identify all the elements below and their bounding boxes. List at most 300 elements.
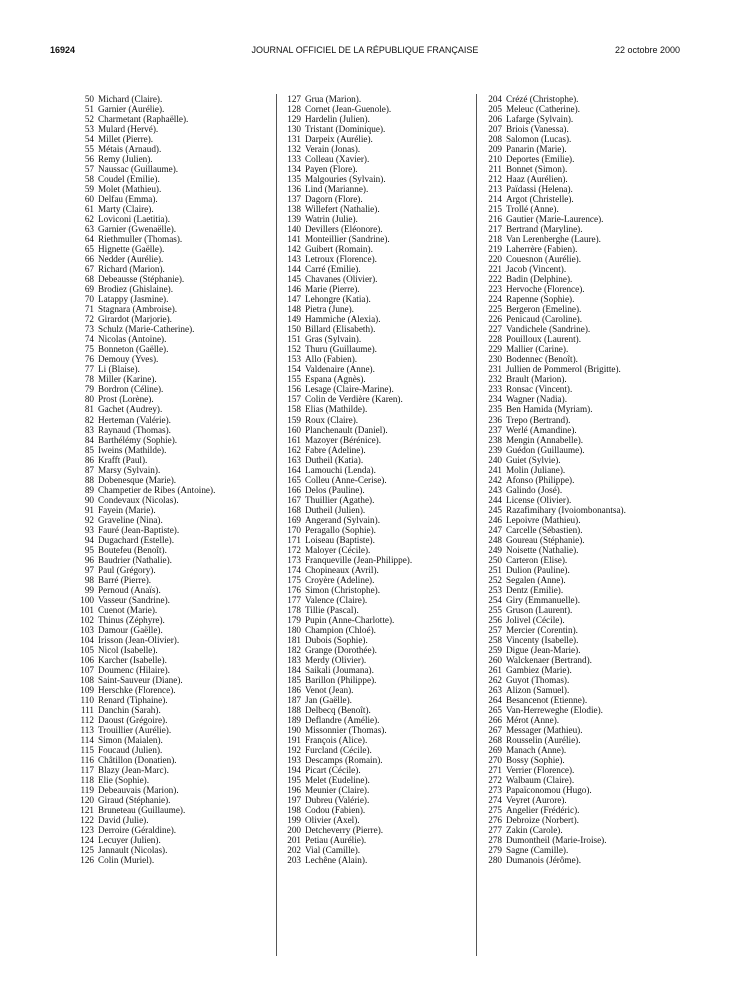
- list-item: [486, 735, 676, 745]
- entry-name: Delbecq (Benoît).: [305, 704, 371, 715]
- entry-name: Croyère (Adeline).: [305, 574, 375, 585]
- entry-name: Papaïconomou (Hugo).: [506, 785, 592, 796]
- list-item: [486, 795, 676, 805]
- list-item: [285, 635, 475, 645]
- entry-name: Carteron (Elise).: [506, 554, 568, 565]
- list-item: [486, 104, 676, 114]
- entry-number: 136: [287, 184, 301, 195]
- entry-name: Deflandre (Amélie).: [305, 714, 380, 725]
- entry-name: Carcelle (Sébastien).: [506, 524, 583, 535]
- entry-name: Latappy (Jasmine).: [98, 294, 169, 305]
- list-item: [486, 94, 676, 104]
- entry-number: 206: [488, 114, 502, 125]
- entry-number: 115: [80, 745, 94, 756]
- entry-number: 257: [488, 624, 502, 635]
- entry-number: 151: [287, 334, 301, 345]
- entry-name: Simon (Christophe).: [305, 584, 381, 595]
- list-item: [78, 435, 268, 445]
- entry-name: Bordron (Céline).: [98, 384, 164, 395]
- list-item: [285, 585, 475, 595]
- entry-number: 98: [84, 574, 94, 585]
- entry-number: 99: [84, 584, 94, 595]
- entry-number: 279: [488, 845, 502, 856]
- entry-name: Miller (Karine).: [98, 374, 157, 385]
- list-item: [285, 545, 475, 555]
- list-item: [285, 184, 475, 194]
- entry-number: 174: [287, 564, 301, 575]
- entry-number: 189: [287, 714, 301, 725]
- entry-name: Bertrand (Maryline).: [506, 224, 583, 235]
- entry-name: Damour (Gaëlle).: [98, 624, 163, 635]
- list-item: [285, 114, 475, 124]
- entry-number: 252: [488, 574, 502, 585]
- entry-number: 154: [287, 364, 301, 375]
- entry-number: 179: [287, 614, 301, 625]
- list-item: [78, 314, 268, 324]
- entry-number: 94: [84, 534, 94, 545]
- list-item: [486, 505, 676, 515]
- list-item: [78, 124, 268, 134]
- list-item: [78, 445, 268, 455]
- entry-number: 178: [287, 604, 301, 615]
- entry-number: 237: [488, 424, 502, 435]
- list-item: [486, 224, 676, 234]
- entry-name: Delfau (Emma).: [98, 194, 158, 205]
- entry-number: 124: [80, 835, 94, 846]
- page-number: 16924: [50, 45, 76, 55]
- list-item: [285, 575, 475, 585]
- entry-name: Mengin (Annabelle).: [506, 434, 584, 445]
- entry-number: 162: [287, 444, 301, 455]
- entry-name: Naussac (Guillaume).: [98, 164, 179, 175]
- entry-name: Châtillon (Donatien).: [98, 755, 177, 766]
- list-item: [285, 645, 475, 655]
- entry-name: Grange (Dorothée).: [305, 644, 377, 655]
- entry-name: Doumenc (Hilaire).: [98, 664, 170, 675]
- entry-number: 246: [488, 514, 502, 525]
- entry-number: 79: [84, 384, 94, 395]
- entry-number: 101: [80, 604, 94, 615]
- list-item: [78, 174, 268, 184]
- list-item: [285, 695, 475, 705]
- entry-name: Digue (Jean-Marie).: [506, 644, 581, 655]
- list-item: [486, 785, 676, 795]
- list-item: [78, 334, 268, 344]
- entry-number: 265: [488, 704, 502, 715]
- entry-name: Ronsac (Vincent).: [506, 384, 573, 395]
- entry-number: 241: [488, 464, 502, 475]
- list-item: [78, 495, 268, 505]
- entry-name: Dulion (Pauline).: [506, 564, 570, 575]
- entry-name: Stagnara (Ambroise).: [98, 304, 178, 315]
- entry-name: Charmetant (Raphaëlle).: [98, 114, 189, 125]
- entry-name: Espana (Agnès).: [305, 374, 366, 385]
- entry-name: Loviconi (Laetitia).: [98, 214, 170, 225]
- list-item: [486, 495, 676, 505]
- entry-number: 219: [488, 244, 502, 255]
- entry-name: Herteman (Valérie).: [98, 414, 171, 425]
- entry-number: 102: [80, 614, 94, 625]
- list-item: [78, 565, 268, 575]
- entry-name: Thuillier (Agathe).: [305, 494, 375, 505]
- name-list-column-3: [486, 94, 676, 865]
- list-item: [486, 184, 676, 194]
- entry-name: Deportes (Emilie).: [506, 154, 575, 165]
- entry-number: 135: [287, 174, 301, 185]
- entry-number: 263: [488, 684, 502, 695]
- list-item: [486, 394, 676, 404]
- entry-number: 253: [488, 584, 502, 595]
- list-item: [78, 234, 268, 244]
- list-item: [78, 725, 268, 735]
- list-item: [486, 675, 676, 685]
- entry-name: Foucaud (Julien).: [98, 745, 163, 756]
- list-item: [285, 224, 475, 234]
- entry-number: 70: [84, 294, 94, 305]
- list-item: [285, 425, 475, 435]
- entry-name: Loiseau (Baptiste).: [305, 534, 375, 545]
- entry-name: Fabre (Adeline).: [305, 444, 366, 455]
- entry-number: 230: [488, 354, 502, 365]
- entry-number: 208: [488, 134, 502, 145]
- entry-name: Alizon (Samuel).: [506, 684, 570, 695]
- list-item: [78, 505, 268, 515]
- list-item: [285, 625, 475, 635]
- entry-name: Malgouries (Sylvain).: [305, 174, 386, 185]
- list-item: [486, 805, 676, 815]
- entry-number: 222: [488, 274, 502, 285]
- entry-number: 271: [488, 765, 502, 776]
- entry-name: Renard (Tiphaine).: [98, 694, 168, 705]
- entry-name: Gruson (Laurent).: [506, 604, 573, 615]
- list-item: [78, 685, 268, 695]
- entry-name: Fayein (Marie).: [98, 504, 156, 515]
- entry-number: 123: [80, 825, 94, 836]
- list-item: [486, 685, 676, 695]
- entry-number: 119: [80, 785, 94, 796]
- entry-number: 280: [488, 855, 502, 866]
- entry-number: 97: [84, 564, 94, 575]
- entry-number: 157: [287, 394, 301, 405]
- list-item: [486, 855, 676, 865]
- list-item: [78, 515, 268, 525]
- entry-name: Barré (Pierre).: [98, 574, 152, 585]
- entry-name: Demouy (Yves).: [98, 354, 159, 365]
- entry-name: Picart (Cécile).: [305, 765, 361, 776]
- entry-name: Elie (Sophie).: [98, 775, 150, 786]
- entry-number: 51: [84, 104, 94, 115]
- list-item: [78, 425, 268, 435]
- list-item: [285, 465, 475, 475]
- entry-number: 150: [287, 324, 301, 335]
- entry-name: Rousselin (Aurélie).: [506, 735, 581, 745]
- name-list-column-2: [285, 94, 475, 865]
- list-item: [486, 835, 676, 845]
- entry-name: Colin de Verdière (Karen).: [305, 394, 403, 405]
- entry-number: 118: [80, 775, 94, 786]
- entry-name: Jullien de Pommerol (Brigitte).: [506, 364, 621, 375]
- entry-number: 276: [488, 815, 502, 826]
- entry-number: 184: [287, 664, 301, 675]
- entry-number: 137: [287, 194, 301, 205]
- entry-name: Haaz (Aurélien).: [506, 174, 568, 185]
- list-item: [78, 775, 268, 785]
- list-item: [78, 785, 268, 795]
- entry-name: Guyot (Thomas).: [506, 674, 570, 685]
- issue-date: 22 octobre 2000: [614, 45, 680, 55]
- list-item: [285, 515, 475, 525]
- list-item: [486, 695, 676, 705]
- list-item: [285, 555, 475, 565]
- list-item: [285, 154, 475, 164]
- entry-name: Guédon (Guillaume).: [506, 444, 585, 455]
- list-item: [78, 154, 268, 164]
- entry-name: Mazoyer (Bérénice).: [305, 434, 382, 445]
- entry-number: 197: [287, 795, 301, 806]
- list-item: [78, 194, 268, 204]
- list-item: [486, 435, 676, 445]
- entry-number: 63: [84, 224, 94, 235]
- entry-name: Richard (Marion).: [98, 264, 165, 275]
- list-item: [486, 605, 676, 615]
- entry-name: Barthélémy (Sophie).: [98, 434, 178, 445]
- entry-name: Franqueville (Jean-Philippe).: [305, 554, 413, 565]
- list-item: [78, 825, 268, 835]
- entry-number: 138: [287, 204, 301, 215]
- list-item: [285, 294, 475, 304]
- entry-number: 170: [287, 524, 301, 535]
- entry-name: Brault (Marion).: [506, 374, 567, 385]
- entry-number: 215: [488, 204, 502, 215]
- list-item: [285, 264, 475, 274]
- entry-number: 244: [488, 494, 502, 505]
- list-item: [285, 94, 475, 104]
- entry-number: 269: [488, 745, 502, 756]
- list-item: [78, 184, 268, 194]
- list-item: [285, 304, 475, 314]
- entry-name: Bodennec (Benoît).: [506, 354, 578, 365]
- list-item: [78, 535, 268, 545]
- entry-number: 242: [488, 474, 502, 485]
- list-item: [285, 785, 475, 795]
- entry-name: Vasseur (Sandrine).: [98, 594, 170, 605]
- entry-number: 143: [287, 254, 301, 265]
- list-item: [78, 94, 268, 104]
- list-item: [78, 645, 268, 655]
- entry-name: Van-Herreweghe (Elodie).: [506, 704, 603, 715]
- entry-number: 251: [488, 564, 502, 575]
- entry-name: Venot (Jean).: [305, 684, 354, 695]
- entry-name: Bonneton (Gaëlle).: [98, 344, 169, 355]
- entry-name: Crézé (Christophe).: [506, 94, 579, 104]
- list-item: [486, 655, 676, 665]
- entry-number: 83: [84, 424, 94, 435]
- entry-name: Detcheverry (Pierre).: [305, 825, 384, 836]
- entry-name: Chavanes (Olivier).: [305, 274, 378, 285]
- list-item: [285, 354, 475, 364]
- entry-number: 229: [488, 344, 502, 355]
- entry-name: Dumontheil (Marie-Iroise).: [506, 835, 607, 846]
- entry-number: 86: [84, 454, 94, 465]
- entry-name: Pernoud (Anaïs).: [98, 584, 161, 595]
- entry-name: Bergeron (Emeline).: [506, 304, 582, 315]
- entry-name: Pietra (June).: [305, 304, 354, 315]
- entry-name: Maloyer (Cécile).: [305, 544, 371, 555]
- list-item: [78, 284, 268, 294]
- entry-name: Segalen (Anne).: [506, 574, 566, 585]
- entry-number: 183: [287, 654, 301, 665]
- entry-number: 250: [488, 554, 502, 565]
- list-item: [285, 485, 475, 495]
- list-item: [78, 374, 268, 384]
- entry-number: 239: [488, 444, 502, 455]
- entry-number: 268: [488, 735, 502, 745]
- entry-number: 55: [84, 144, 94, 155]
- list-item: [486, 354, 676, 364]
- list-item: [78, 705, 268, 715]
- list-item: [486, 364, 676, 374]
- list-item: [486, 755, 676, 765]
- entry-number: 226: [488, 314, 502, 325]
- list-item: [486, 264, 676, 274]
- list-item: [285, 825, 475, 835]
- entry-name: Remy (Julien).: [98, 154, 153, 165]
- entry-name: Olivier (Axel).: [305, 815, 360, 826]
- entry-number: 194: [287, 765, 301, 776]
- list-item: [78, 204, 268, 214]
- entry-number: 243: [488, 484, 502, 495]
- list-item: [285, 775, 475, 785]
- entry-name: Riethmuller (Thomas).: [98, 234, 183, 245]
- list-item: [285, 204, 475, 214]
- list-item: [285, 765, 475, 775]
- list-item: [486, 425, 676, 435]
- entry-name: Dutheil (Katia).: [305, 454, 364, 465]
- list-item: [486, 445, 676, 455]
- list-item: [78, 695, 268, 705]
- list-item: [78, 735, 268, 745]
- list-item: [285, 605, 475, 615]
- list-item: [285, 244, 475, 254]
- entry-number: 270: [488, 755, 502, 766]
- entry-name: Schulz (Marie-Catherine).: [98, 324, 195, 335]
- entry-name: Marsy (Sylvain).: [98, 464, 161, 475]
- entry-number: 210: [488, 154, 502, 165]
- entry-name: Laherrère (Fabien).: [506, 244, 578, 255]
- list-item: [78, 164, 268, 174]
- entry-name: Trollé (Anne).: [506, 204, 559, 215]
- list-item: [78, 615, 268, 625]
- page-header: [50, 45, 680, 57]
- entry-number: 195: [287, 775, 301, 786]
- list-item: [486, 575, 676, 585]
- list-item: [486, 244, 676, 254]
- entry-number: 254: [488, 594, 502, 605]
- entry-name: Werlé (Amandine).: [506, 424, 577, 435]
- list-item: [486, 475, 676, 485]
- entry-name: Dagorn (Flore).: [305, 194, 363, 205]
- entry-name: Colin (Muriel).: [98, 855, 155, 866]
- list-item: [285, 144, 475, 154]
- entry-name: Sagne (Camille).: [506, 845, 569, 856]
- list-item: [285, 755, 475, 765]
- list-item: [285, 745, 475, 755]
- list-item: [486, 344, 676, 354]
- entry-name: Salomon (Lucas).: [506, 134, 572, 145]
- entry-name: Lamouchi (Lenda).: [305, 464, 376, 475]
- entry-name: Willefert (Nathalie).: [305, 204, 380, 215]
- entry-number: 200: [287, 825, 301, 836]
- entry-number: 78: [84, 374, 94, 385]
- entry-name: Zakin (Carole).: [506, 825, 563, 836]
- entry-number: 77: [84, 364, 94, 375]
- entry-name: Angerand (Sylvain).: [305, 514, 381, 525]
- entry-name: Rapenne (Sophie).: [506, 294, 575, 305]
- entry-number: 182: [287, 644, 301, 655]
- entry-name: Verain (Jonas).: [305, 144, 361, 155]
- list-item: [285, 665, 475, 675]
- entry-number: 129: [287, 114, 301, 125]
- entry-name: Girardot (Marjorie).: [98, 314, 172, 325]
- entry-name: Valence (Claire).: [305, 594, 368, 605]
- entry-name: David (Julie).: [98, 815, 149, 826]
- entry-name: Monteillier (Sandrine).: [305, 234, 390, 245]
- entry-name: Van Lerenberghe (Laure).: [506, 234, 601, 245]
- list-item: [78, 344, 268, 354]
- entry-name: Meleuc (Catherine).: [506, 104, 580, 115]
- list-item: [486, 775, 676, 785]
- entry-number: 258: [488, 634, 502, 645]
- entry-name: Hammiche (Alexia).: [305, 314, 381, 325]
- entry-name: Badin (Delphine).: [506, 274, 573, 285]
- entry-name: Blazy (Jean-Marc).: [98, 765, 169, 776]
- list-item: [486, 234, 676, 244]
- entry-name: Gachet (Audrey).: [98, 404, 163, 415]
- entry-name: Verrier (Florence).: [506, 765, 575, 776]
- entry-number: 60: [84, 194, 94, 205]
- entry-name: Krafft (Paul).: [98, 454, 148, 465]
- list-item: [486, 815, 676, 825]
- entry-name: Colleu (Anne-Cerise).: [305, 474, 387, 485]
- entry-number: 54: [84, 134, 94, 145]
- list-item: [486, 404, 676, 414]
- entry-number: 274: [488, 795, 502, 806]
- entry-number: 76: [84, 354, 94, 365]
- entry-name: Fauré (Jean-Baptiste).: [98, 524, 180, 535]
- entry-name: Debeauvais (Marion).: [98, 785, 179, 796]
- entry-number: 190: [287, 724, 301, 735]
- entry-number: 173: [287, 554, 301, 565]
- entry-number: 73: [84, 324, 94, 335]
- entry-name: Dubois (Sophie).: [305, 634, 368, 645]
- column-divider: [276, 94, 277, 956]
- entry-name: Coudel (Emilie).: [98, 174, 160, 185]
- list-item: [486, 114, 676, 124]
- list-item: [78, 274, 268, 284]
- list-item: [78, 214, 268, 224]
- entry-name: Messager (Mathieu).: [506, 724, 583, 735]
- list-item: [486, 154, 676, 164]
- entry-number: 227: [488, 324, 502, 335]
- list-item: [285, 815, 475, 825]
- entry-number: 53: [84, 124, 94, 135]
- entry-name: Vandichele (Sandrine).: [506, 324, 591, 335]
- entry-number: 72: [84, 314, 94, 325]
- entry-number: 92: [84, 514, 94, 525]
- list-item: [285, 435, 475, 445]
- entry-number: 147: [287, 294, 301, 305]
- entry-number: 57: [84, 164, 94, 175]
